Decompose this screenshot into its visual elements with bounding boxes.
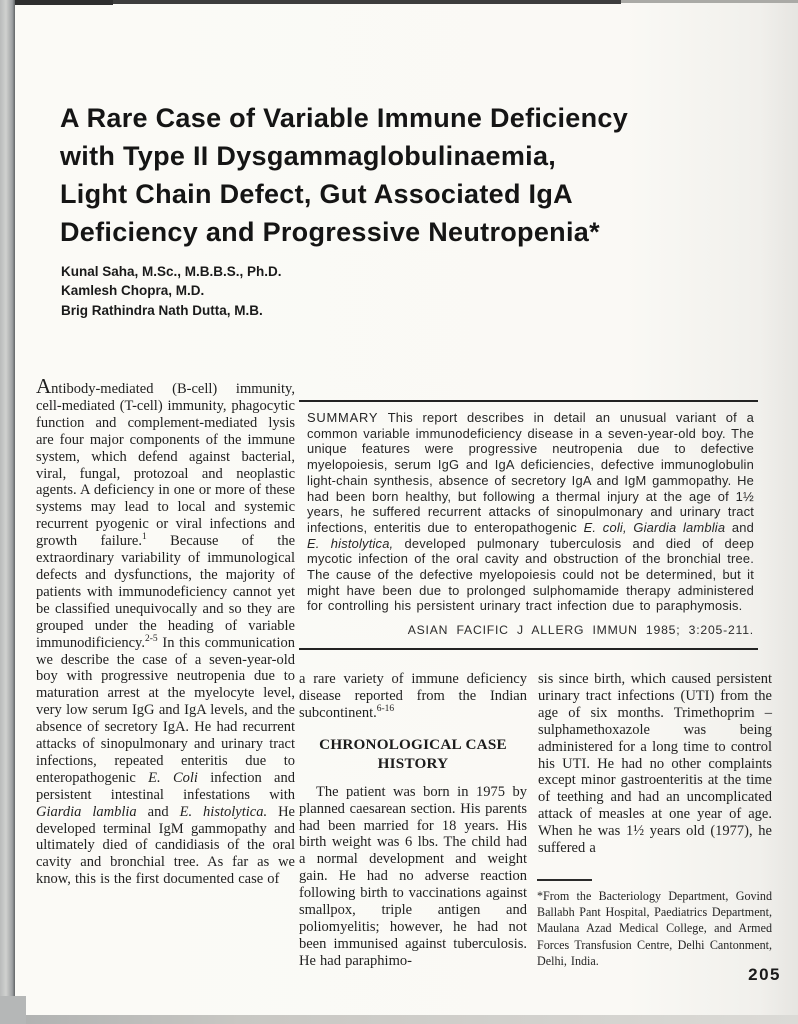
author-list bbox=[61, 262, 481, 320]
scan-edge-top-dark-2 bbox=[113, 0, 621, 4]
section-heading: CHRONOLOGICAL CASE HISTORY bbox=[319, 735, 507, 772]
article-title bbox=[60, 99, 740, 251]
article-title-line: Deficiency and Progressive Neutropenia* bbox=[60, 217, 600, 247]
author-name: Brig Rathindra Nath Dutta, M.B. bbox=[61, 302, 263, 318]
footnote-rule bbox=[537, 879, 592, 881]
case-history-paragraph: The patient was born in 1975 by planned caesarean section. His parents had been married for 18 years. His birth weight was 6 lbs. The child had a normal development and weight gain. He had no adverse reaction following birth to vaccinations against smallpox, triple antigen and poliomyelitis; however, he had not been immunised against tuberculosis. He had paraphimo- bbox=[299, 783, 527, 969]
scan-corner-bottom-left bbox=[0, 996, 26, 1024]
scan-edge-top-dark bbox=[15, 0, 113, 5]
summary-text: SUMMARY This report describes in detail an unusual variant of a common variable immunodeficiency disease in a seven-year-old boy. The unique features were progressive neutropenia due to defective myelopoiesis, serum IgG and IgA deficiencies, defective immunoglobulin light-chain synthesis, absence of secretory IgA and IgM gammopathy. He had been born healthy, but following a thermal injury at the age of 1½ years, he suffered recurrent attacks of sinopulmonary and urinary tract infections, enteritis due to enteropathogenic E. coli, Giardia lamblia and E. histolytica, developed pulmonary tuberculosis and died of deep mycotic infection of the oral cavity and obstruction of the bronchial tree. The cause of the defective myelopoiesis could not be determined, but it might have been due to prolonged sulphomamide therapy administered for controlling his persistent urinary tract infection due to paraphymosis. bbox=[307, 410, 755, 614]
scan-edge-top-light bbox=[621, 0, 798, 3]
continuation-paragraph: a rare variety of immune deficiency disease reported from the Indian subcontinent.$^{6-16}$ bbox=[299, 671, 527, 721]
article-title-line: Light Chain Defect, Gut Associated IgA bbox=[60, 179, 573, 209]
journal-citation: ASIAN FACIFIC J ALLERG IMMUN 1985; 3:205-211. bbox=[407, 623, 754, 638]
author-name: Kunal Saha, M.Sc., M.B.B.S., Ph.D. bbox=[61, 264, 282, 279]
right-column-paragraph: sis since birth, which caused persistent urinary tract infections (UTI) from the age of six months. Trimethoprim – sulphamethoxazole was being administered for a long time to control his UTI. He had no other complaints except minor gastroenteritis at the time of teething and had an uncomplicated attack of measles at one year of age. When he was 1½ years old (1977), he suffered a bbox=[538, 671, 772, 857]
affiliation-footnote: *From the Bacteriology Department, Govind Ballabh Pant Hospital, Paediatrics Department, Maulana Azad Medical College, and Armed Forces Transfusion Centre, Delhi Cantonment, Delhi, India. bbox=[537, 889, 772, 968]
article-title-line: with Type II Dysgammaglobulinaemia, bbox=[60, 141, 557, 171]
page-number: 205 bbox=[748, 965, 781, 984]
summary-box bbox=[299, 400, 758, 650]
scan-edge-bottom bbox=[0, 1015, 798, 1024]
middle-column bbox=[299, 671, 527, 970]
article-title-line: A Rare Case of Variable Immune Deficiency bbox=[60, 103, 629, 133]
intro-paragraph: Antibody-mediated (B-cell) immunity, cell-mediated (T-cell) immunity, phagocytic function and complement-mediated lysis are four major components of the immune system, which defend against bacterial, viral, fungal, protozoal and neoplastic agents. A deficiency in one or more of these systems may lead to local and systemic recurrent pyogenic or viral infections and growth failure.$^1$ Because of the extraordinary variability of immunological defects and dysfunctions, the majority of patients with immunodeficiency cannot yet be classified unequivocally and so they are grouped under the heading of variable immunodificiency.$^{2-5}$ In this communication we describe the case of a seven-year-old boy with progressive neutropenia due to maturation arrest at the myelocyte level, very low serum IgG and IgA levels, and the absence of secretory IgA. He had recurrent attacks of sinopulmonary and urinary tract infections, repeated enteritis due to enteropathogenic E. Coli infection and persistent intestinal infestations with Giardia lamblia and E. histolytica. He developed terminal IgM gammopathy and ultimately died of candidiasis of the oral cavity and bronchial tree. As far as we know, this is the first documented case of bbox=[36, 374, 295, 888]
author-name: Kamlesh Chopra, M.D. bbox=[61, 283, 205, 299]
scan-edge-left bbox=[0, 0, 15, 1024]
